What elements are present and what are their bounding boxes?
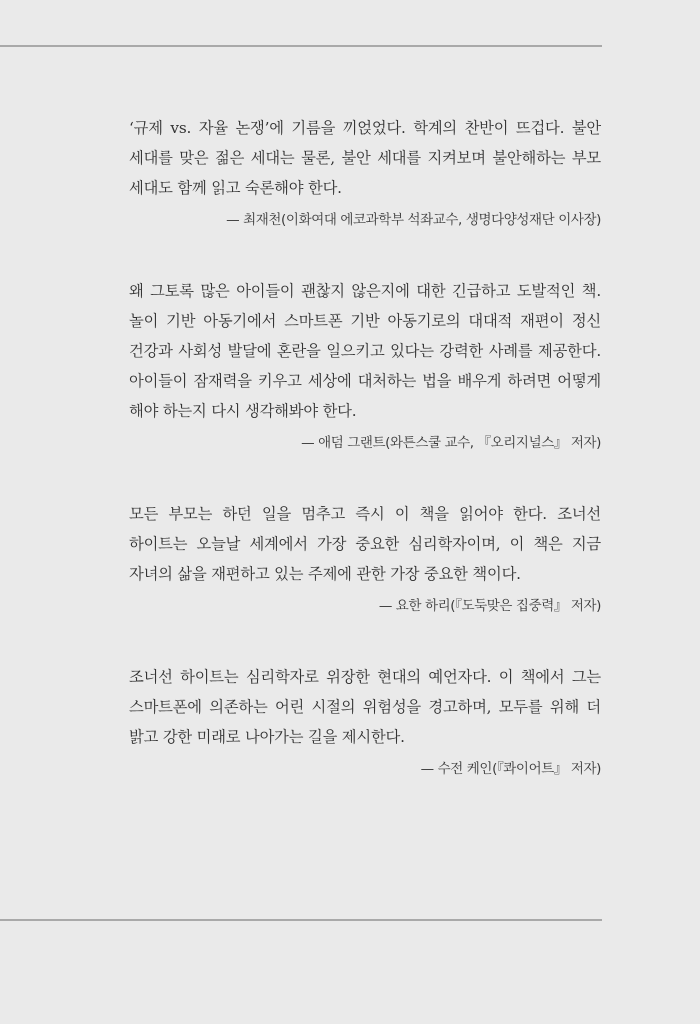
- endorsement-quote: 왜 그토록 많은 아이들이 괜찮지 않은지에 대한 긴급하고 도발적인 책. 놀이 기반 아동기에서 스마트폰 기반 아동기로의 대대적 재편이 정신 건강과 사회성 발달에 혼란을 일으키고 있다는 강력한 사례를 제공한다. 아이들이 잠재력을 키우고 세상에 대처하는 법을 배우게 하려면 어떻게 해야 하는지 다시 생각해봐야 한다.: [129, 282, 601, 420]
- endorsement-attribution: — 애덤 그랜트(와튼스쿨 교수, 『오리지널스』 저자): [301, 435, 601, 451]
- endorsement-list: [129, 113, 601, 782]
- endorsement-quote: ‘규제 vs. 자율 논쟁’에 기름을 끼얹었다. 학계의 찬반이 뜨겁다. 불안 세대를 맞은 젊은 세대는 물론, 불안 세대를 지켜보며 불안해하는 부모 세대도 함께 읽고 숙론해야 한다.: [129, 119, 601, 197]
- endorsement-attribution: — 요한 하리(『도둑맞은 집중력』 저자): [378, 598, 601, 614]
- endorsement-quote: 모든 부모는 하던 일을 멈추고 즉시 이 책을 읽어야 한다. 조너선 하이트는 오늘날 세계에서 가장 중요한 심리학자이며, 이 책은 지금 자녀의 삶을 재편하고 있는 주제에 관한 가장 중요한 책이다.: [129, 505, 601, 583]
- bottom-divider: [0, 919, 602, 921]
- endorsement-attribution: — 최재천(이화여대 에코과학부 석좌교수, 생명다양성재단 이사장): [226, 212, 601, 228]
- endorsement: [129, 499, 601, 619]
- endorsement-attribution: — 수전 케인(『콰이어트』 저자): [420, 761, 601, 777]
- endorsement-quote: 조너선 하이트는 심리학자로 위장한 현대의 예언자다. 이 책에서 그는 스마트폰에 의존하는 어린 시절의 위험성을 경고하며, 모두를 위해 더 밝고 강한 미래로 나아가는 길을 제시한다.: [129, 668, 601, 746]
- top-divider: [0, 45, 602, 47]
- endorsement: [129, 662, 601, 782]
- endorsement: [129, 276, 601, 456]
- endorsement: [129, 113, 601, 233]
